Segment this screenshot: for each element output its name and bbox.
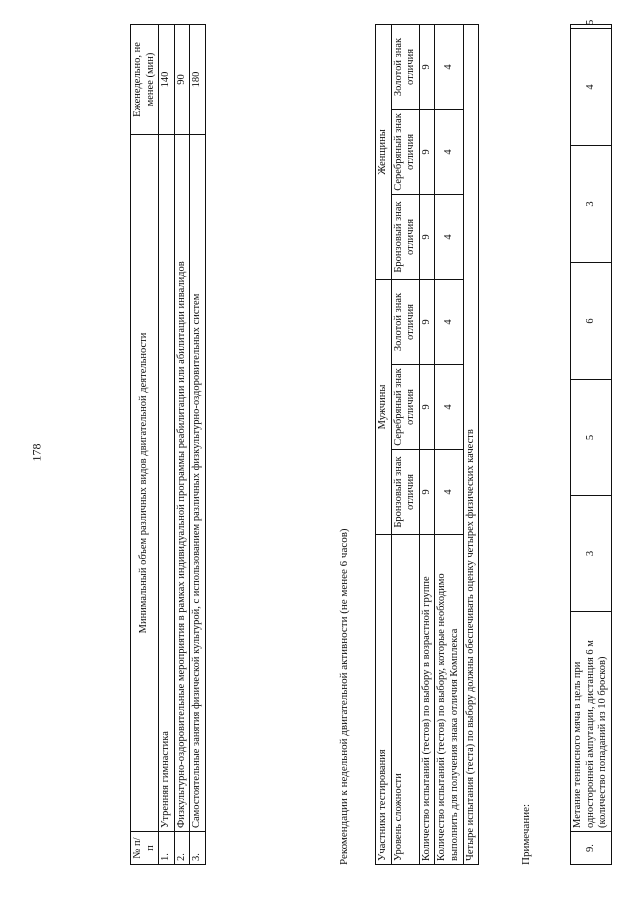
cell: Утренняя гимнастика [159, 135, 175, 832]
table-row [391, 24, 419, 864]
table-row [159, 25, 175, 865]
cell: 9 [419, 194, 435, 279]
cell: 3 [571, 496, 612, 612]
distinction-table [375, 24, 479, 865]
cell: Минимальный объем различных видов двигательной деятельности [131, 135, 159, 832]
page-number: 178 [29, 443, 44, 462]
cell: Еженедельно, не менее (мин) [131, 25, 159, 135]
cell: Четыре испытания (теста) по выбору должны обеспечивать оценку четырех физических качеств [463, 24, 479, 864]
cell: Женщины [376, 24, 392, 279]
table-row [435, 24, 463, 864]
cell: 5 [571, 25, 612, 29]
cell: № п/п [131, 832, 159, 865]
cell: Мужчины [376, 279, 392, 534]
cell: 4 [435, 450, 463, 535]
cell: 4 [571, 29, 612, 146]
table-row [419, 24, 435, 864]
cell: Количество испытаний (тестов) по выбору, которые необходимо выполнить для получения знака отличия Комплекса [435, 535, 463, 865]
table-row [131, 25, 159, 865]
table-row [463, 24, 479, 864]
cell: 9 [419, 109, 435, 194]
recommendations-heading: Рекомендации к недельной двигательной активности (не менее 6 часов) [338, 528, 350, 865]
cell: 180 [190, 25, 206, 135]
cell: Уровень сложности [391, 535, 419, 865]
cell: Серебряный знак отличия [391, 109, 419, 194]
cell: Физкультурно-оздоровительные мероприятия в рамках индивидуальной программы реабилитации или абилитации инвалидов [174, 135, 190, 832]
table-row [190, 25, 206, 865]
table-row [174, 25, 190, 865]
cell: 3 [571, 146, 612, 263]
cell: Серебряный знак отличия [391, 365, 419, 450]
table-row [376, 24, 392, 864]
cell: 90 [174, 25, 190, 135]
cell: 9 [419, 450, 435, 535]
cell: 140 [159, 25, 175, 135]
cell: Количество испытаний (тестов) по выбору в возрастной группе [419, 535, 435, 865]
table-row [571, 25, 612, 865]
cell: 9 [419, 279, 435, 364]
cell: 2. [174, 832, 190, 865]
cell: 4 [435, 24, 463, 109]
note-label: Примечание: [520, 803, 532, 865]
cell: 9. [571, 832, 612, 865]
cell: 9 [419, 24, 435, 109]
cell: Золотой знак отличия [391, 24, 419, 109]
cell: Участники тестирования [376, 535, 392, 865]
activity-table [130, 24, 206, 865]
cell: Бронзовый знак отличия [391, 194, 419, 279]
cell: 4 [435, 365, 463, 450]
cell: 9 [419, 365, 435, 450]
cell: 5 [571, 380, 612, 496]
cell: 6 [571, 263, 612, 380]
cell: Бронзовый знак отличия [391, 450, 419, 535]
cell: Золотой знак отличия [391, 279, 419, 364]
cell: Метание теннисного мяча в цель при односторонней ампутации, дистанция 6 м (количество попаданий из 10 бросков) [571, 612, 612, 832]
cell: 4 [435, 109, 463, 194]
cell: 1. [159, 832, 175, 865]
cell: Самостоятельные занятия физической культурой, с использованием различных физкультурно-оздоровительных систем [190, 135, 206, 832]
test-9-table [570, 19, 612, 865]
cell: 3. [190, 832, 206, 865]
cell: 4 [435, 279, 463, 364]
cell: 4 [435, 194, 463, 279]
